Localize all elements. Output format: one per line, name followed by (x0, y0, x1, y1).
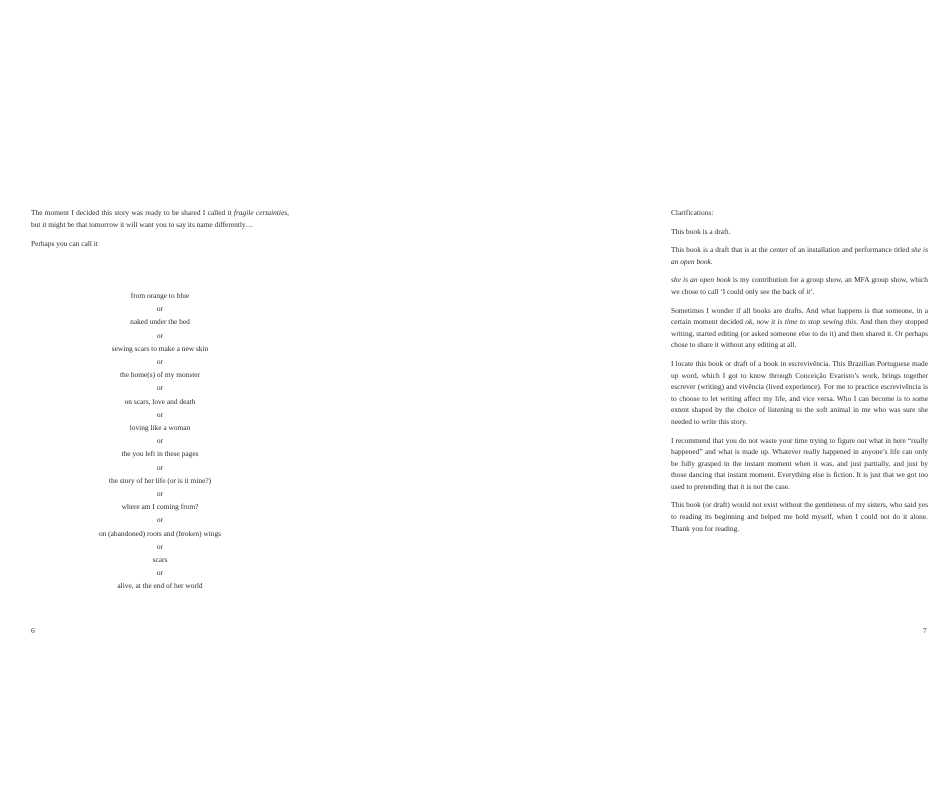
poem-line: scars (152, 555, 168, 565)
poem-connector: or (156, 383, 164, 393)
paragraph-6: I recommend that you do not waste your time trying to figure out what in here “really happened” and what is made up. Whatever really happened in anyone’s life can only be fully grasped in the instant moment when it was, and just partially, and just by those dancing that instant moment. Everything else is fiction. It is just that we got too used to pretending that it is not the case. (671, 435, 928, 491)
poem-connector: or (156, 515, 164, 525)
poem-line: loving like a woman (129, 423, 191, 433)
left-intro (31, 207, 289, 250)
poem-line: on scars, love and death (124, 396, 196, 406)
p2-end: . (710, 256, 713, 266)
poem-line: naked under the bed (130, 317, 190, 327)
p2-text: This book is a draft that is at the center of an installation and performance titled (671, 245, 912, 255)
poem-list (30, 289, 290, 593)
poem-connector: or (156, 568, 164, 578)
page-number-left: 6 (31, 626, 35, 635)
poem-line: on (abandoned) roots and (broken) wings (98, 528, 222, 538)
paragraph-2 (671, 244, 928, 267)
poem-connector: or (156, 489, 164, 499)
paragraph-5: I locate this book or draft of a book in escrevivência. This Brazilian Portuguese made up word, which I got to know through Conceição Evaristo’s work, brings together escrever (writing) and vivência (lived experience). For me to practice escrevivência is to choose to let writing affect my life, and vice versa. Who I can become is to some extent shaped by the choice of listening to the soft animal in me who was sure she needed to write this story. (671, 358, 928, 426)
poem-connector: or (156, 462, 164, 472)
paragraph-3 (671, 274, 928, 297)
poem-line: where am I coming from? (121, 502, 199, 512)
right-page (320, 0, 928, 800)
intro-paragraph (31, 207, 289, 230)
intro-title-italic: fragile certainties (233, 208, 288, 217)
poem-line: the story of her life (or is it mine?) (108, 475, 212, 485)
poem-connector: or (156, 304, 164, 314)
p4-text: Sometimes I wonder if all books are drafts. And what happens is that someone, in a certain moment decided (671, 305, 928, 327)
paragraph-7: This book (or draft) would not exist without the gentleness of my sisters, who said yes to reading its beginning and helped me hold myself, when I could not do it alone. Thank you for reading. (671, 500, 928, 533)
poem-connector: or (156, 330, 164, 340)
p3-text: is my contribution for a group show, an MFA group show, which we chose to call ‘I could only see the back of (671, 275, 928, 296)
p3-end: ’. (810, 286, 815, 296)
poem-line: the you left in these pages (121, 449, 199, 459)
paragraph-4 (671, 305, 928, 351)
p4-italic: ok, now it is time to stop sewing this (745, 317, 857, 327)
p4-end: . And then they stopped writing, started editing (or asked someone else to do it) and then shared it. Or perhaps chose to share it without any editing at all. (671, 317, 928, 350)
poem-line: the home(s) of my monster (119, 370, 201, 380)
clarifications-text (671, 207, 928, 541)
poem-connector: or (156, 541, 164, 551)
intro-text: The moment I decided this story was ready to be shared I called it (31, 208, 234, 217)
poem-line: from orange to blue (130, 291, 190, 300)
poem-connector: or (156, 357, 164, 367)
intro-paragraph-2 (31, 238, 289, 250)
p3-italic-title: she is an open book (671, 275, 731, 285)
paragraph-1: This book is a draft. (671, 226, 731, 236)
poem-connector: or (156, 436, 164, 446)
poem-line: alive, at the end of her world (117, 581, 203, 591)
page-number-right: 7 (923, 626, 927, 635)
poem-line: sewing scars to make a new skin (111, 343, 209, 353)
intro-text-2: Perhaps you can call it (31, 239, 98, 249)
left-page (0, 0, 320, 800)
clarifications-heading: Clarifications: (671, 208, 714, 217)
p3-italic-it: it (806, 286, 811, 296)
intro-text-continued: , but it might be that tomorrow it will want you to say its name differently… (31, 208, 289, 229)
poem-connector: or (156, 409, 164, 419)
p2-italic-title: she is an open book (671, 245, 928, 266)
